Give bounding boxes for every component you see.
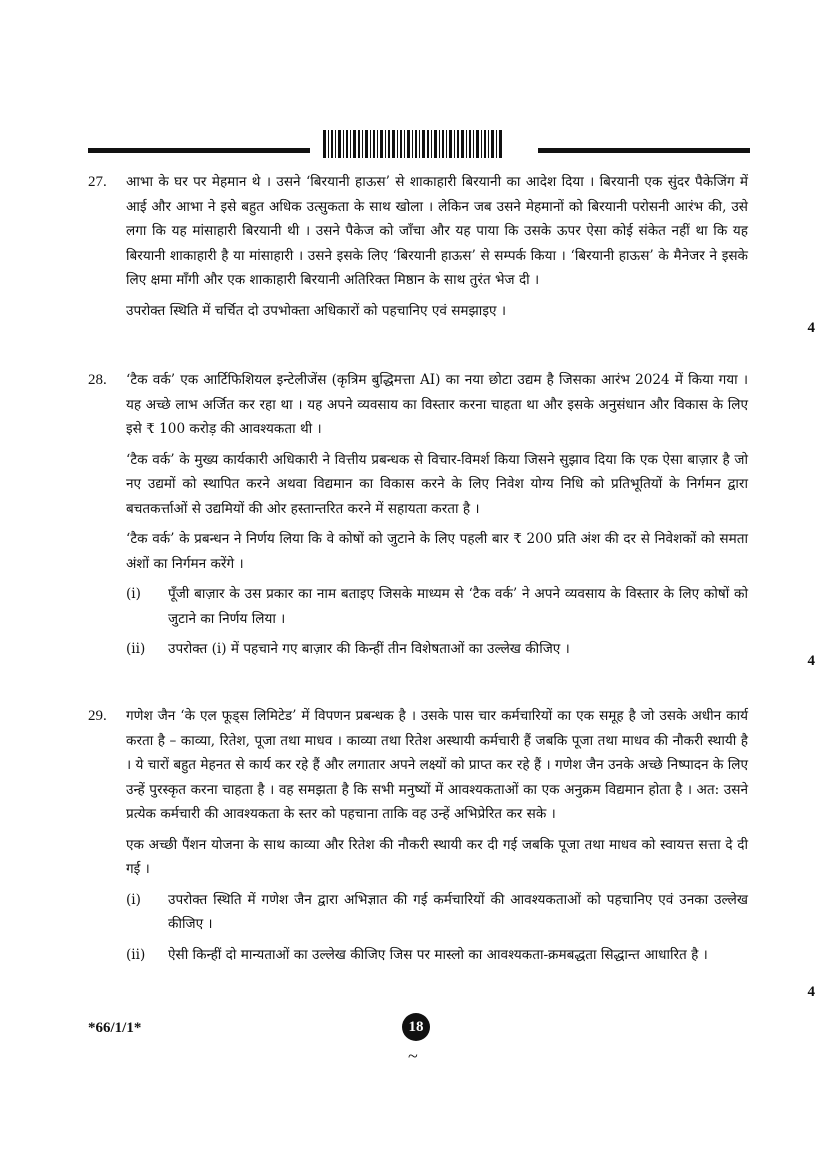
marks-27: 4 xyxy=(807,320,815,336)
subpart-label: (i) xyxy=(126,586,141,602)
subpart-text: उपरोक्त (i) में पहचाने गए बाज़ार की किन्हीं तीन विशेषताओं का उल्लेख कीजिए । xyxy=(168,641,570,657)
subpart xyxy=(126,888,748,937)
header-rule-left xyxy=(88,148,310,153)
subpart xyxy=(126,582,748,631)
question-27 xyxy=(88,170,748,329)
subpart-label: (ii) xyxy=(126,641,146,657)
question-number: 28. xyxy=(88,372,107,388)
header-rule-right xyxy=(538,148,750,153)
subpart-label: (i) xyxy=(126,891,141,908)
barcode-image xyxy=(323,130,503,158)
question-number: 27. xyxy=(88,174,107,190)
question-paragraph: गणेश जैन ‘के एल फूड्स लिमिटेड’ में विपणन प्रबन्धक है । उसके पास चार कर्मचारियों का एक समूह है जो उसके अधीन कार्य करता है – काव्या, रितेश, पूजा तथा माधव । काव्या तथा रितेश अस्थायी कर्मचारी हैं जबकि पूजा तथा माधव की नौकरी स्थायी है । ये चारों बहुत मेहनत से कार्य कर रहे हैं और लगातार अपने लक्ष्यों को प्राप्त कर रहे हैं । गणेश जैन उनके अच्छे निष्पादन के लिए उन्हें पुरस्कृत करना चाहता है । वह समझता है कि सभी मनुष्यों में आवश्यकताओं का एक अनुक्रम विद्यमान होता है । अत: उसने प्रत्येक कर्मचारी की आवश्यकता के स्तर को पहचाना ताकि वह उन्हें अभिप्रेरित कर सके । xyxy=(126,708,748,822)
question-29 xyxy=(88,704,748,973)
subpart xyxy=(126,943,748,968)
question-paragraph: ‘टैक वर्क’ के प्रबन्धन ने निर्णय लिया कि वे कोषों को जुटाने के लिए पहली बार ₹ 200 प्रति अंश की दर से निवेशकों को समता अंशों का निर्गमन करेंगे । xyxy=(126,531,748,572)
subpart xyxy=(126,637,748,662)
bottom-mark: ~ xyxy=(408,1046,418,1066)
page-number-badge xyxy=(402,1013,430,1041)
question-28 xyxy=(88,368,748,668)
paper-code: *66/1/1* xyxy=(88,1020,142,1036)
question-paragraph: ‘टैक वर्क’ के मुख्य कार्यकारी अधिकारी ने वित्तीय प्रबन्धक से विचार-विमर्श किया जिसने सुझाव दिया कि एक ऐसा बाज़ार है जो नए उद्यमों को स्थापित करने अथवा विद्यमान का विकास करने के लिए निवेश योग्य निधि को प्रतिभूतियों के निर्गमन द्वारा बचतकर्त्ताओं से उद्यमियों की ओर हस्तान्तरित करने में सहायता करता है । xyxy=(126,451,748,517)
question-paragraph: एक अच्छी पैंशन योजना के साथ काव्या और रितेश की नौकरी स्थायी कर दी गई जबकि पूजा तथा माधव को स्वायत्त सत्ता दे दी गई । xyxy=(126,836,748,877)
question-number: 29. xyxy=(88,708,107,724)
subpart-text: पूँजी बाज़ार के उस प्रकार का नाम बताइए जिसके माध्यम से ‘टैक वर्क’ ने अपने व्यवसाय के विस्तार के लिए कोषों को जुटाने का निर्णय लिया । xyxy=(168,586,748,627)
question-prompt: उपरोक्त स्थिति में चर्चित दो उपभोक्ता अधिकारों को पहचानिए एवं समझाइए । xyxy=(126,302,506,319)
question-paragraph: आभा के घर पर मेहमान थे । उसने ‘बिरयानी हाऊस’ से शाकाहारी बिरयानी का आदेश दिया । बिरयानी एक सुंदर पैकेजिंग में आई और आभा ने इसे बहुत अधिक उत्सुकता के साथ खोला । लेकिन जब उसने मेहमानों को बिरयानी परोसनी आरंभ की, उसे लगा कि यह मांसाहारी बिरयानी थी । उसने पैकेज को जाँचा और यह पाया कि उसके ऊपर ऐसा कोई संकेत नहीं था कि यह बिरयानी शाकाहारी है या मांसाहारी । उसने इसके लिए ‘बिरयानी हाऊस’ से सम्पर्क किया । ‘बिरयानी हाऊस’ के मैनेजर ने इसके लिए क्षमा माँगी और एक शाकाहारी बिरयानी अतिरिक्त मिष्ठान के साथ तुरंत भेज दी । xyxy=(126,174,748,288)
subpart-text: ऐसी किन्हीं दो मान्यताओं का उल्लेख कीजिए जिस पर मास्लो का आवश्यकता-क्रमबद्धता सिद्धान्त आधारित है । xyxy=(168,946,708,963)
marks-28: 4 xyxy=(807,653,815,669)
subpart-text: उपरोक्त स्थिति में गणेश जैन द्वारा अभिज्ञात की गई कर्मचारियों की आवश्यकताओं को पहचानिए एवं उनका उल्लेख कीजिए । xyxy=(168,891,748,932)
question-paragraph: ‘टैक वर्क’ एक आर्टिफिशियल इन्टेलीजेंस (कृत्रिम बुद्धिमत्ता AI) का नया छोटा उद्यम है जिसका आरंभ 2024 में किया गया । यह अच्छे लाभ अर्जित कर रहा था । यह अपने व्यवसाय का विस्तार करना चाहता था और इसके अनुसंधान और विकास के लिए इसे ₹ 100 करोड़ की आवश्यकता थी । xyxy=(126,372,748,437)
subpart-label: (ii) xyxy=(126,946,146,963)
page-number: 18 xyxy=(408,1018,424,1035)
marks-29: 4 xyxy=(807,984,815,1000)
